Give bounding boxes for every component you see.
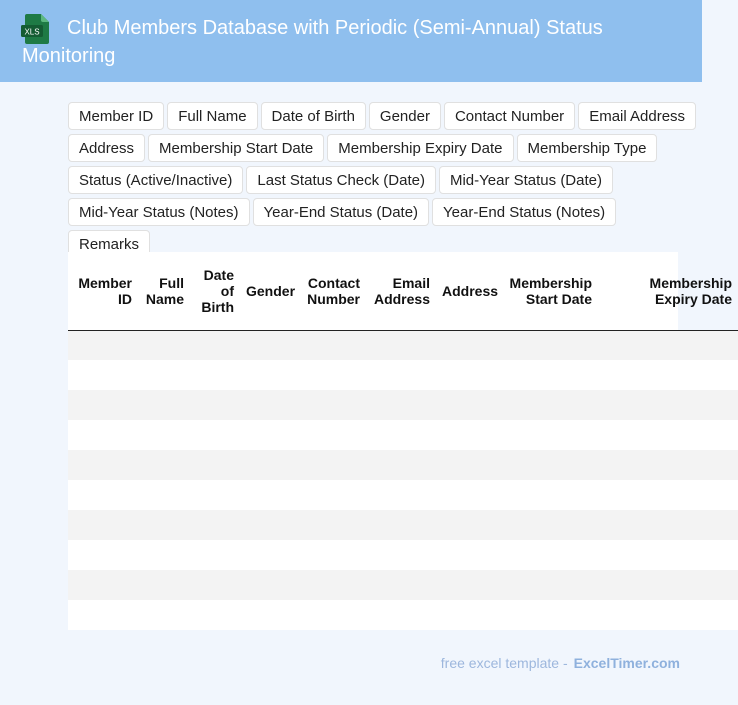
table-cell[interactable] bbox=[598, 390, 738, 420]
table-cell[interactable] bbox=[436, 360, 502, 390]
page-header bbox=[0, 0, 702, 82]
table-row bbox=[68, 480, 738, 510]
column-header: Member ID bbox=[68, 252, 138, 330]
table-cell[interactable] bbox=[190, 480, 240, 510]
table-cell[interactable] bbox=[138, 600, 190, 630]
field-chip: Gender bbox=[369, 102, 441, 130]
table-cell[interactable] bbox=[68, 420, 138, 450]
field-chip: Year-End Status (Notes) bbox=[432, 198, 616, 226]
table-cell[interactable] bbox=[436, 450, 502, 480]
table-cell[interactable] bbox=[138, 540, 190, 570]
table-body bbox=[68, 330, 738, 630]
table-row bbox=[68, 390, 738, 420]
members-table-container[interactable] bbox=[68, 252, 732, 630]
table-header-row bbox=[68, 252, 738, 330]
field-chip: Membership Type bbox=[517, 134, 658, 162]
table-row bbox=[68, 540, 738, 570]
table-cell[interactable] bbox=[436, 510, 502, 540]
table-cell[interactable] bbox=[298, 540, 366, 570]
table-cell[interactable] bbox=[240, 600, 298, 630]
table-cell[interactable] bbox=[138, 330, 190, 360]
field-chip: Email Address bbox=[578, 102, 696, 130]
table-cell[interactable] bbox=[598, 420, 738, 450]
column-header: Full Name bbox=[138, 252, 190, 330]
table-cell[interactable] bbox=[190, 390, 240, 420]
table-cell[interactable] bbox=[436, 600, 502, 630]
table-cell[interactable] bbox=[138, 570, 190, 600]
field-chip: Member ID bbox=[68, 102, 164, 130]
table-cell[interactable] bbox=[436, 330, 502, 360]
field-chip: Membership Start Date bbox=[148, 134, 324, 162]
table-cell[interactable] bbox=[240, 540, 298, 570]
table-cell[interactable] bbox=[366, 480, 436, 510]
table-row bbox=[68, 420, 738, 450]
table-cell[interactable] bbox=[138, 450, 190, 480]
footer-credit bbox=[441, 655, 680, 671]
table-cell[interactable] bbox=[298, 330, 366, 360]
table-cell[interactable] bbox=[298, 360, 366, 390]
field-chip: Mid-Year Status (Date) bbox=[439, 166, 613, 194]
column-header: Membership Start Date bbox=[502, 252, 598, 330]
table-cell[interactable] bbox=[138, 420, 190, 450]
column-header: Membership Expiry Date bbox=[598, 252, 738, 330]
table-cell[interactable] bbox=[598, 600, 738, 630]
table-cell[interactable] bbox=[240, 330, 298, 360]
table-cell[interactable] bbox=[502, 600, 598, 630]
column-header: Date of Birth bbox=[190, 252, 240, 330]
table-cell[interactable] bbox=[298, 510, 366, 540]
table-cell[interactable] bbox=[502, 420, 598, 450]
table-cell[interactable] bbox=[598, 570, 738, 600]
table-cell[interactable] bbox=[240, 450, 298, 480]
field-chip: Full Name bbox=[167, 102, 257, 130]
footer-text: free excel template - bbox=[440, 655, 568, 671]
table-cell[interactable] bbox=[366, 510, 436, 540]
table-cell[interactable] bbox=[190, 510, 240, 540]
table-cell[interactable] bbox=[502, 510, 598, 540]
table-cell[interactable] bbox=[240, 570, 298, 600]
table-cell[interactable] bbox=[240, 390, 298, 420]
table-cell[interactable] bbox=[436, 420, 502, 450]
field-chip: Year-End Status (Date) bbox=[253, 198, 430, 226]
table-cell[interactable] bbox=[138, 480, 190, 510]
table-row bbox=[68, 360, 738, 390]
field-chip: Last Status Check (Date) bbox=[246, 166, 436, 194]
table-cell[interactable] bbox=[68, 330, 138, 360]
table-cell[interactable] bbox=[240, 510, 298, 540]
table-cell[interactable] bbox=[502, 330, 598, 360]
table-cell[interactable] bbox=[502, 390, 598, 420]
table-cell[interactable] bbox=[598, 360, 738, 390]
table-cell[interactable] bbox=[502, 480, 598, 510]
table-cell[interactable] bbox=[298, 390, 366, 420]
table-cell[interactable] bbox=[436, 480, 502, 510]
field-chip: Address bbox=[68, 134, 145, 162]
table-cell[interactable] bbox=[598, 450, 738, 480]
field-chip: Contact Number bbox=[444, 102, 575, 130]
table-row bbox=[68, 570, 738, 600]
table-cell[interactable] bbox=[436, 540, 502, 570]
table-cell[interactable] bbox=[502, 360, 598, 390]
table-cell[interactable] bbox=[240, 480, 298, 510]
page-title: Club Members Database with Periodic (Semi-Annual) Status Monitoring bbox=[22, 17, 603, 67]
table-row bbox=[68, 600, 738, 630]
table-row bbox=[68, 330, 738, 360]
table-cell[interactable] bbox=[190, 330, 240, 360]
column-header: Contact Number bbox=[298, 252, 366, 330]
table-cell[interactable] bbox=[502, 450, 598, 480]
members-table bbox=[68, 252, 738, 630]
table-cell[interactable] bbox=[68, 480, 138, 510]
table-cell[interactable] bbox=[366, 420, 436, 450]
table-cell[interactable] bbox=[436, 390, 502, 420]
table-cell[interactable] bbox=[598, 480, 738, 510]
table-cell[interactable] bbox=[366, 360, 436, 390]
table-cell[interactable] bbox=[298, 600, 366, 630]
table-cell[interactable] bbox=[190, 600, 240, 630]
table-cell[interactable] bbox=[68, 540, 138, 570]
table-cell[interactable] bbox=[502, 570, 598, 600]
table-cell[interactable] bbox=[502, 540, 598, 570]
table-cell[interactable] bbox=[598, 540, 738, 570]
table-cell[interactable] bbox=[598, 330, 738, 360]
table-cell[interactable] bbox=[298, 480, 366, 510]
table-cell[interactable] bbox=[366, 330, 436, 360]
column-header: Gender bbox=[240, 252, 298, 330]
table-cell[interactable] bbox=[68, 450, 138, 480]
field-chip: Membership Expiry Date bbox=[327, 134, 513, 162]
table-row bbox=[68, 510, 738, 540]
table-cell[interactable] bbox=[190, 420, 240, 450]
table-cell[interactable] bbox=[240, 360, 298, 390]
table-cell[interactable] bbox=[138, 360, 190, 390]
table-cell[interactable] bbox=[190, 540, 240, 570]
field-chip: Date of Birth bbox=[261, 102, 366, 130]
column-header: Address bbox=[436, 252, 502, 330]
table-cell[interactable] bbox=[68, 360, 138, 390]
table-cell[interactable] bbox=[190, 360, 240, 390]
field-chip: Status (Active/Inactive) bbox=[68, 166, 243, 194]
field-chip: Remarks bbox=[68, 230, 150, 258]
table-cell[interactable] bbox=[366, 390, 436, 420]
field-chip: Mid-Year Status (Notes) bbox=[68, 198, 250, 226]
table-cell[interactable] bbox=[68, 570, 138, 600]
table-cell[interactable] bbox=[68, 510, 138, 540]
table-cell[interactable] bbox=[298, 570, 366, 600]
field-chip-list bbox=[68, 102, 698, 258]
table-cell[interactable] bbox=[68, 600, 138, 630]
table-cell[interactable] bbox=[366, 450, 436, 480]
table-cell[interactable] bbox=[436, 570, 502, 600]
column-header: Email Address bbox=[366, 252, 436, 330]
table-row bbox=[68, 450, 738, 480]
table-cell[interactable] bbox=[366, 540, 436, 570]
table-cell[interactable] bbox=[190, 450, 240, 480]
table-cell[interactable] bbox=[68, 390, 138, 420]
table-cell[interactable] bbox=[190, 570, 240, 600]
table-cell[interactable] bbox=[138, 510, 190, 540]
table-cell[interactable] bbox=[598, 510, 738, 540]
table-cell[interactable] bbox=[138, 390, 190, 420]
footer-brand-link[interactable]: ExcelTimer.com bbox=[573, 655, 680, 671]
svg-text:XLS: XLS bbox=[24, 27, 40, 37]
table-cell[interactable] bbox=[240, 420, 298, 450]
table-cell[interactable] bbox=[366, 600, 436, 630]
table-cell[interactable] bbox=[298, 450, 366, 480]
table-cell[interactable] bbox=[366, 570, 436, 600]
table-cell[interactable] bbox=[298, 420, 366, 450]
